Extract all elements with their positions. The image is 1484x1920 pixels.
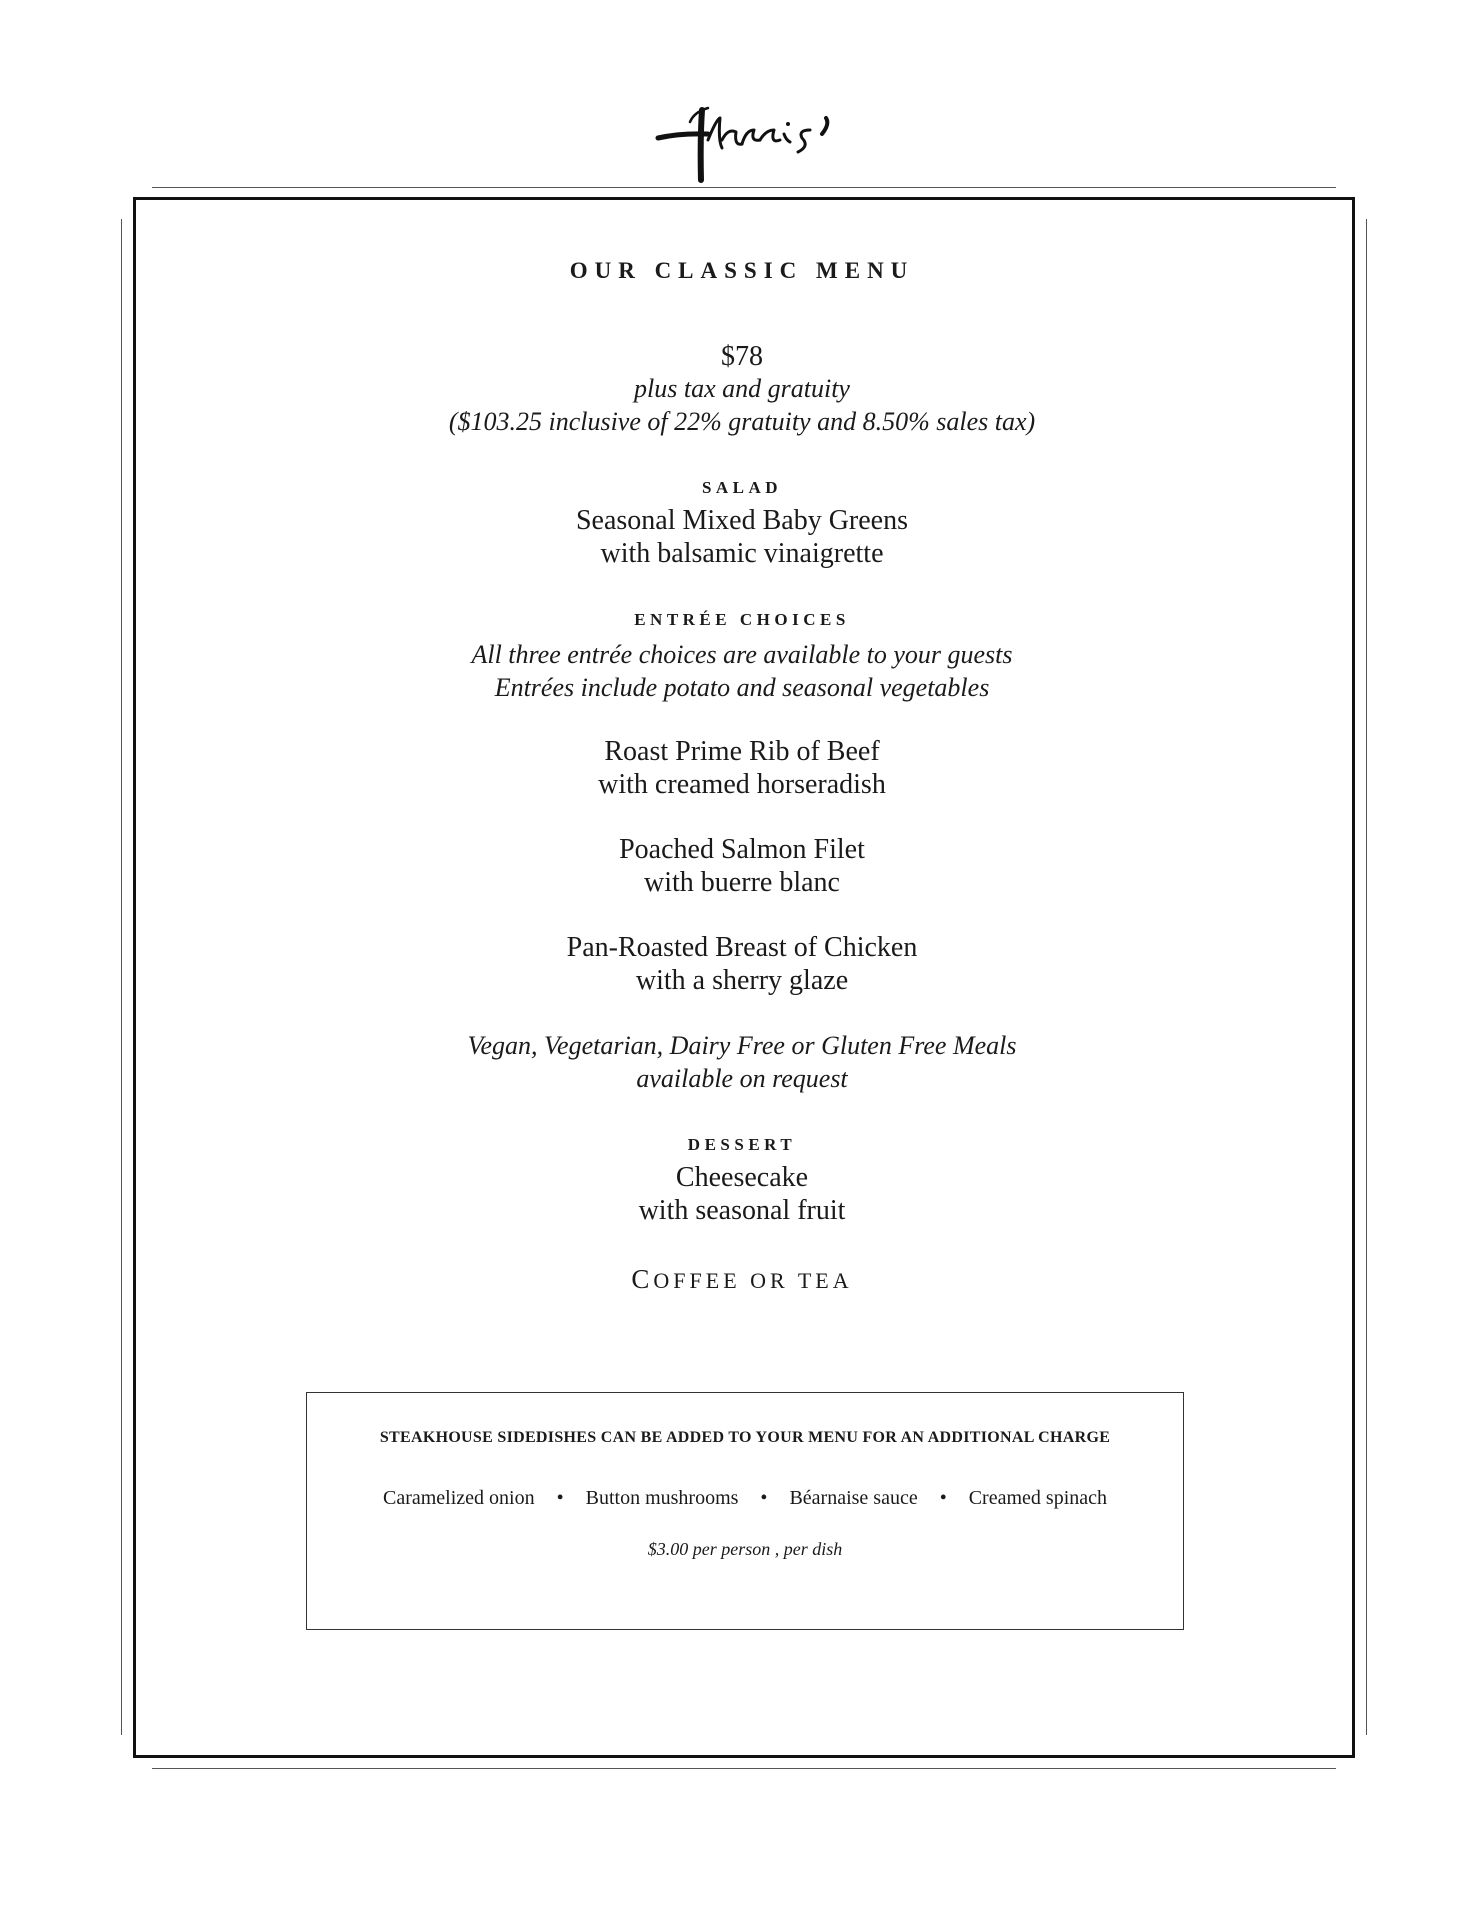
- menu-price: $78: [721, 341, 763, 372]
- sidedish-item: Caramelized onion: [382, 1487, 535, 1509]
- sidedishes-heading: STEAKHOUSE SIDEDISHES CAN BE ADDED TO YOUR MENU FOR AN ADDITIONAL CHARGE: [379, 1429, 1111, 1446]
- entree-note-2: Entrées include potato and seasonal vegetables: [494, 673, 990, 702]
- price-inclusive: ($103.25 inclusive of 22% gratuity and 8.50% sales tax): [448, 407, 1036, 436]
- entree-accompaniment: with buerre blanc: [644, 867, 840, 898]
- dietary-note-1: Vegan, Vegetarian, Dairy Free or Gluten Free Meals: [467, 1031, 1017, 1060]
- entree-heading: ENTRÉE CHOICES: [634, 610, 850, 629]
- bullet-separator: •: [556, 1487, 564, 1509]
- salad-accompaniment: with balsamic vinaigrette: [600, 538, 884, 569]
- entree-accompaniment: with creamed horseradish: [598, 769, 886, 800]
- sidedish-item: Creamed spinach: [968, 1487, 1107, 1509]
- coffee-initial: C: [631, 1264, 654, 1294]
- salad-heading: SALAD: [701, 478, 783, 497]
- coffee-rest: OFFEE OR TEA: [653, 1268, 853, 1293]
- sidedishes-box: [306, 1392, 1184, 1630]
- dessert-dish: Cheesecake: [675, 1162, 809, 1193]
- harris-logo: [650, 100, 850, 185]
- price-note: plus tax and gratuity: [634, 374, 850, 403]
- dietary-note-2: available on request: [636, 1064, 848, 1093]
- coffee-or-tea: [0, 1264, 1484, 1295]
- sidedishes-list: [307, 1487, 1183, 1510]
- bullet-separator: •: [939, 1487, 947, 1509]
- entree-accompaniment: with a sherry glaze: [635, 965, 849, 996]
- sidedishes-price: $3.00 per person , per dish: [647, 1539, 843, 1559]
- entree-dish: Roast Prime Rib of Beef: [604, 736, 880, 767]
- entree-dish: Pan-Roasted Breast of Chicken: [566, 932, 918, 963]
- sidedish-item: Béarnaise sauce: [789, 1487, 918, 1509]
- entree-note-1: All three entrée choices are available to your guests: [471, 640, 1013, 669]
- sidedish-item: Button mushrooms: [585, 1487, 739, 1509]
- salad-dish: Seasonal Mixed Baby Greens: [575, 505, 909, 536]
- dessert-heading: DESSERT: [687, 1135, 797, 1154]
- entree-dish: Poached Salmon Filet: [619, 834, 865, 865]
- dessert-accompaniment: with seasonal fruit: [638, 1195, 846, 1226]
- menu-title: OUR CLASSIC MENU: [569, 258, 915, 283]
- bullet-separator: •: [760, 1487, 768, 1509]
